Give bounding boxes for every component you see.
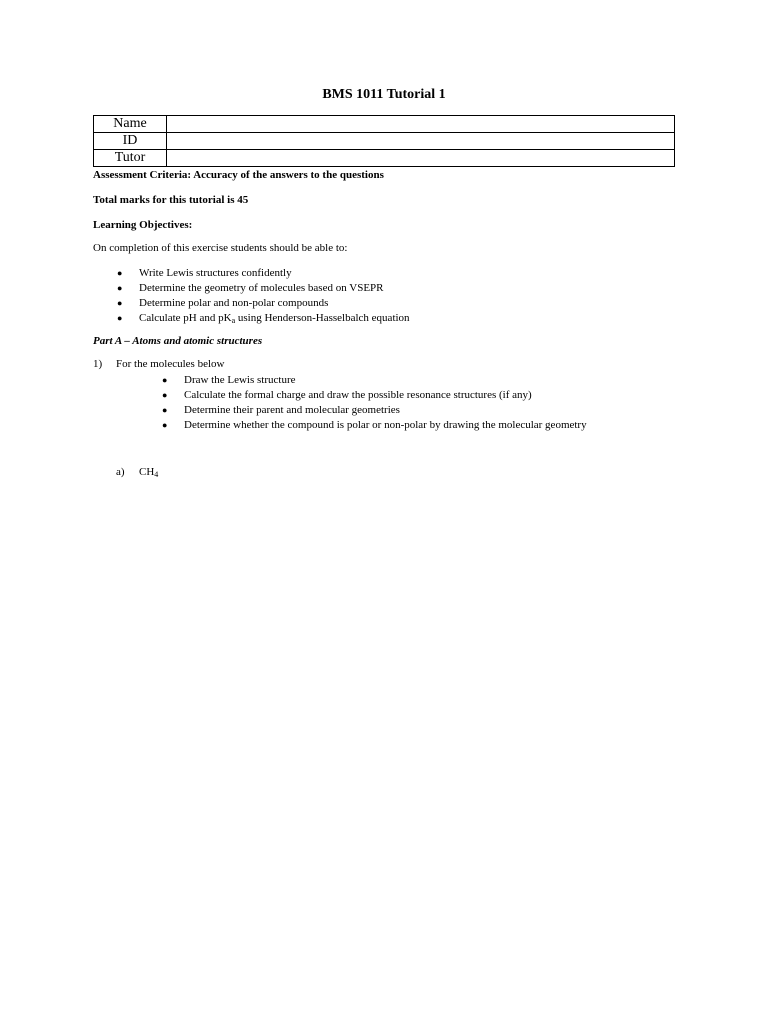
objectives-intro: On completion of this exercise students should be able to:	[93, 242, 348, 254]
list-item	[117, 296, 410, 311]
objective-text: Write Lewis structures confidently	[139, 267, 292, 279]
info-row-id	[94, 133, 675, 150]
learning-objectives-heading: Learning Objectives:	[93, 219, 193, 231]
task-text: Draw the Lewis structure	[184, 374, 296, 386]
objective-text: Determine polar and non-polar compounds	[139, 297, 329, 309]
bullet-icon: ●	[162, 420, 168, 430]
info-row-tutor	[94, 150, 675, 167]
info-row-name	[94, 116, 675, 133]
bullet-icon: ●	[117, 298, 123, 308]
bullet-icon: ●	[117, 313, 123, 323]
info-value-name[interactable]	[167, 116, 675, 133]
bullet-icon: ●	[117, 268, 123, 278]
item-a-label: a)	[116, 466, 125, 478]
objective-text-suffix: using Henderson-Hasselbalch equation	[235, 312, 410, 324]
formula-base: CH	[139, 466, 155, 478]
question-number: 1)	[93, 358, 103, 370]
part-a-heading: Part A – Atoms and atomic structures	[93, 335, 263, 347]
question-task-list	[162, 373, 587, 433]
task-text: Determine whether the compound is polar or non-polar by drawing the molecular geometry	[184, 419, 587, 431]
task-text: Determine their parent and molecular geometries	[184, 404, 400, 416]
objectives-list	[117, 266, 410, 326]
objective-text-prefix: Calculate pH and pK	[139, 312, 232, 324]
info-label-tutor: Tutor	[94, 150, 167, 167]
info-label-id: ID	[94, 133, 167, 150]
student-info-table	[93, 115, 675, 167]
list-item	[162, 418, 587, 433]
formula-subscript: 4	[154, 470, 159, 479]
list-item	[162, 403, 587, 418]
info-value-tutor[interactable]	[167, 150, 675, 167]
bullet-icon: ●	[162, 390, 168, 400]
info-label-name: Name	[94, 116, 167, 133]
bullet-icon: ●	[162, 405, 168, 415]
list-item	[117, 311, 410, 326]
list-item	[162, 388, 587, 403]
info-value-id[interactable]	[167, 133, 675, 150]
bullet-icon: ●	[162, 375, 168, 385]
document-title: BMS 1011 Tutorial 1	[322, 87, 446, 102]
objective-text: Determine the geometry of molecules based on VSEPR	[139, 282, 384, 294]
list-item	[117, 266, 410, 281]
question-text: For the molecules below	[116, 358, 225, 370]
bullet-icon: ●	[117, 283, 123, 293]
objective-subscript: a	[231, 316, 236, 325]
list-item	[117, 281, 410, 296]
assessment-criteria: Assessment Criteria: Accuracy of the answers to the questions	[93, 169, 384, 181]
item-a-formula	[139, 466, 158, 479]
task-text: Calculate the formal charge and draw the possible resonance structures (if any)	[184, 389, 532, 401]
list-item	[162, 373, 587, 388]
total-marks: Total marks for this tutorial is 45	[93, 194, 249, 206]
